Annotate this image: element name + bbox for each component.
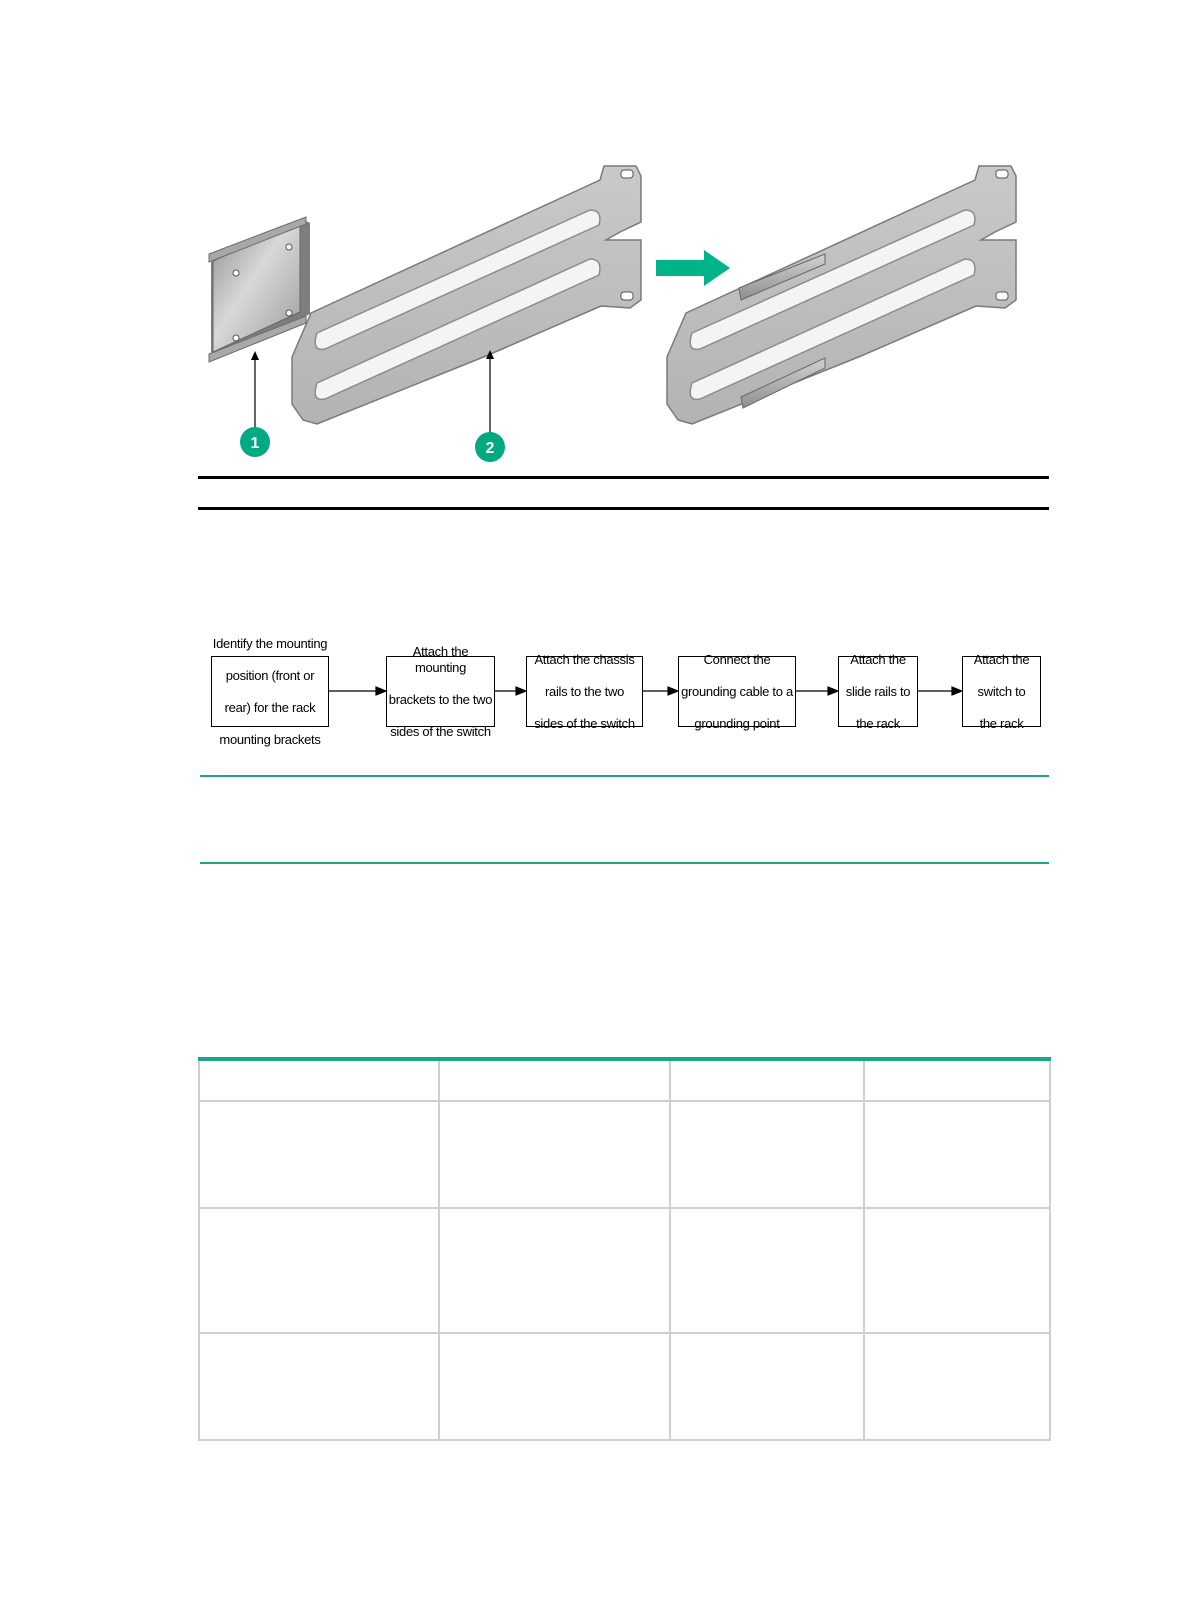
table-cell — [864, 1208, 1050, 1333]
callout-2 — [475, 432, 505, 462]
table-cell — [439, 1208, 670, 1333]
mounting-bracket — [209, 217, 310, 362]
table-cell — [864, 1333, 1050, 1440]
table-row — [199, 1101, 1050, 1208]
flow-step-attach-switch: Attach the switch to the rack — [962, 656, 1041, 727]
callout-1 — [240, 427, 270, 457]
slide-rail — [292, 166, 641, 424]
table-header-row — [199, 1059, 1050, 1101]
table-cell — [670, 1101, 864, 1208]
table-row — [199, 1208, 1050, 1333]
table-row — [199, 1333, 1050, 1440]
table-cell — [864, 1059, 1050, 1101]
table-cell — [670, 1059, 864, 1101]
flow-step-attach-chassis-rails: Attach the chassis rails to the two sides of the switch — [526, 656, 643, 727]
figure-bottom-rule — [198, 476, 1049, 479]
table-cell — [670, 1333, 864, 1440]
table-cell — [439, 1333, 670, 1440]
flow-step-identify-position: Identify the mounting position (front or rear) for the rack mounting brackets — [212, 635, 328, 747]
slide-rail-with-chassis-rails — [667, 166, 1016, 424]
note-bottom-rule — [200, 862, 1049, 864]
flow-connectors — [0, 635, 1190, 747]
table-cell — [670, 1208, 864, 1333]
table-cell — [439, 1059, 670, 1101]
section-rule — [198, 507, 1049, 510]
flow-step-attach-brackets: Attach the mounting brackets to the two sides of the switch — [386, 656, 495, 727]
table-cell — [864, 1101, 1050, 1208]
spec-table — [198, 1057, 1049, 1441]
flow-step-attach-slide-rails: Attach the slide rails to the rack — [838, 656, 918, 727]
note-top-rule — [200, 775, 1049, 777]
table-cell — [199, 1101, 439, 1208]
svg-text:1: 1 — [250, 435, 260, 452]
arrow-head-icon — [376, 687, 386, 695]
attach-arrow-icon — [656, 250, 730, 286]
arrow-head-icon — [668, 687, 678, 695]
bracket-rail-illustration — [0, 0, 1190, 470]
arrow-head-icon — [516, 687, 526, 695]
arrow-head-icon — [828, 687, 838, 695]
table-cell — [199, 1208, 439, 1333]
table-cell — [439, 1101, 670, 1208]
table-cell — [199, 1059, 439, 1101]
svg-text:2: 2 — [485, 440, 495, 457]
arrow-head-icon — [952, 687, 962, 695]
table-cell — [199, 1333, 439, 1440]
flow-step-connect-grounding: Connect the grounding cable to a grounding point — [678, 656, 796, 727]
